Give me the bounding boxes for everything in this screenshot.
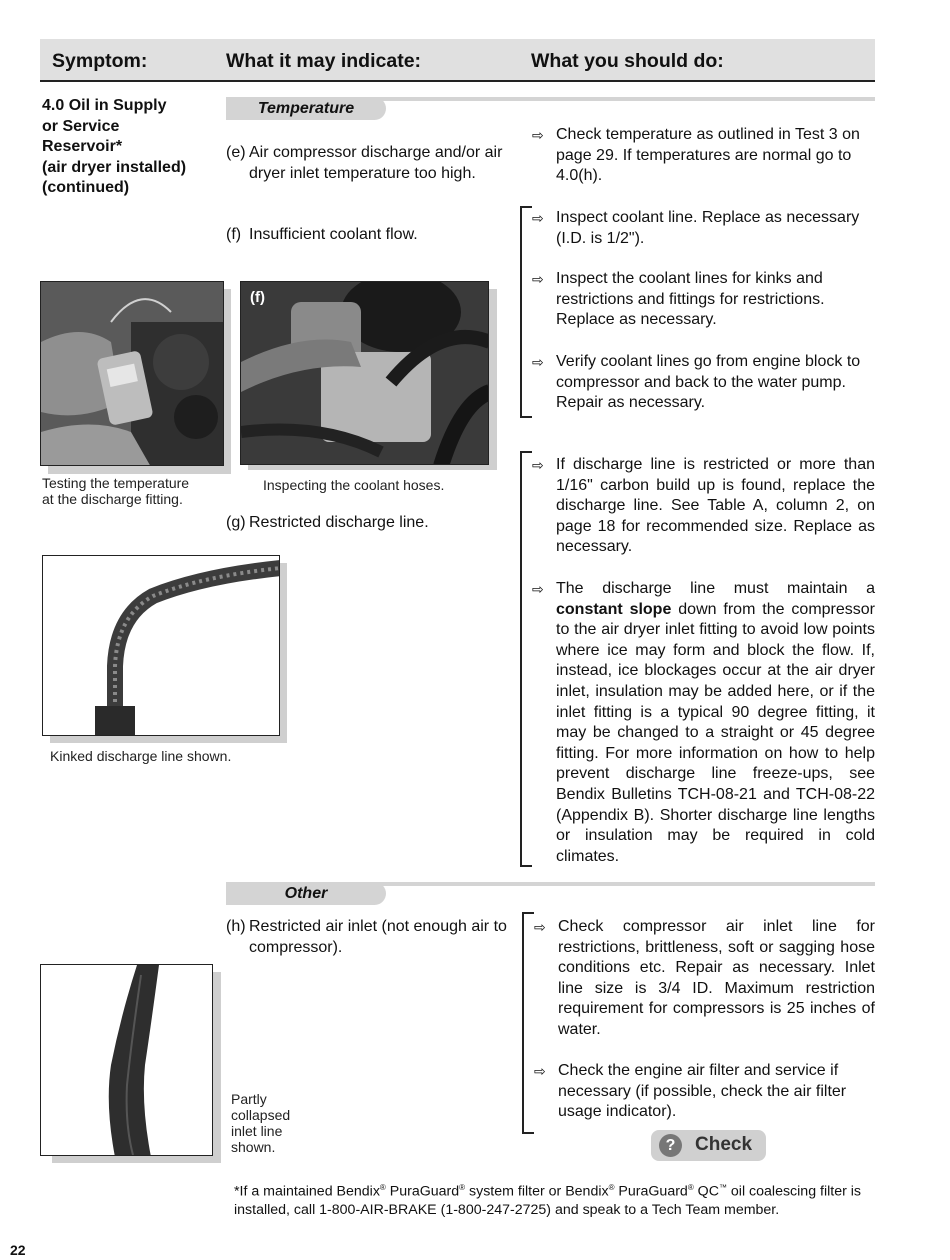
arrow-icon: ⇨ xyxy=(532,271,544,287)
section-label-temperature: Temperature xyxy=(226,97,386,120)
photo-collapsed-inlet xyxy=(40,964,213,1156)
caption-temperature: Testing the temperature at the discharge fitting. xyxy=(42,475,190,507)
header-symptom: Symptom: xyxy=(52,50,148,72)
photo-kinked-line xyxy=(42,555,280,736)
arrow-icon: ⇨ xyxy=(534,919,546,935)
action-inspect-kinks: ⇨ Inspect the coolant lines for kinks and restrictions and fittings for restrictions. Replace as necessary. xyxy=(532,270,825,329)
check-button[interactable] xyxy=(651,1130,766,1161)
check-button-label: Check xyxy=(695,1134,753,1155)
photo-temperature-illustration xyxy=(41,282,224,466)
action-inspect-coolant-line: ⇨ Inspect coolant line. Replace as necessary (I.D. is 1/2"). xyxy=(532,209,860,247)
action-check-temperature: ⇨ Check temperature as outlined in Test 3 on page 29. If temperatures are normal go to 4.0(h). xyxy=(532,126,860,185)
photo-kinked-illustration xyxy=(43,556,280,736)
caption-coolant: Inspecting the coolant hoses. xyxy=(263,477,445,493)
indication-g: (g) Restricted discharge line. xyxy=(226,514,429,531)
photo-f-label: (f) xyxy=(250,289,265,306)
caption-kinked: Kinked discharge line shown. xyxy=(50,748,232,764)
indication-e: (e) Air compressor discharge and/or air dryer inlet temperature too high. xyxy=(226,144,503,182)
arrow-icon: ⇨ xyxy=(534,1063,546,1079)
arrow-icon: ⇨ xyxy=(532,354,544,370)
bracket-inlet xyxy=(522,912,534,1134)
photo-coolant-hoses xyxy=(240,281,489,465)
photo-temperature-test xyxy=(40,281,224,466)
symptom-text: 4.0 Oil in Supply or Service Reservoir* (air dryer installed) (continued) xyxy=(42,97,187,196)
action-check-inlet-line: ⇨ Check compressor air inlet line for restrictions, brittleness, soft or sagging hose conditions etc. Repair as necessary. Inlet line size is 3/4 ID. Maximum restriction requirement for compressors is 25 inches of water. xyxy=(534,918,875,1038)
bracket-discharge xyxy=(520,451,532,867)
arrow-icon: ⇨ xyxy=(532,457,544,473)
arrow-icon: ⇨ xyxy=(532,210,544,226)
arrow-icon: ⇨ xyxy=(532,581,544,597)
photo-inlet-illustration xyxy=(41,965,213,1156)
table-header-bar xyxy=(40,39,875,82)
header-indicate: What it may indicate: xyxy=(226,50,422,72)
footnote: *If a maintained Bendix® PuraGuard® system filter or Bendix® PuraGuard® QC™ oil coalescing filter is installed, call 1-800-AIR-BRAKE (1-800-247-2725) and speak to a Tech Team member. xyxy=(234,1183,862,1219)
indication-f: (f) Insufficient coolant flow. xyxy=(226,226,418,243)
action-constant-slope: ⇨ The discharge line must maintain a constant slope down from the compressor to the air dryer inlet fitting to avoid low points where ice may form and block the flow. If, instead, ice blockages occur at the air dryer inlet, insulation may be added here, or if the inlet fitting is a typical 90 degree fitting, it may be changed to a straight or 45 degree fitting. For more information on how to help prevent discharge line freeze-ups, see Bendix Bulletins TCH-08-21 and TCH-08-22 (Appendix B). Shorter discharge line lengths or insulation may be required in cold climates. xyxy=(532,580,876,865)
bracket-coolant xyxy=(520,206,532,418)
arrow-icon: ⇨ xyxy=(532,127,544,143)
section-label-other: Other xyxy=(226,882,386,905)
header-action: What you should do: xyxy=(531,50,724,72)
page-number: 22 xyxy=(10,1242,26,1258)
question-icon: ? xyxy=(659,1134,682,1157)
caption-inlet: Partly collapsed inlet line shown. xyxy=(231,1091,291,1155)
action-verify-coolant-lines: ⇨ Verify coolant lines go from engine block to compressor and back to the water pump. Repair as necessary. xyxy=(532,353,861,412)
indication-h: (h) Restricted air inlet (not enough air to compressor). xyxy=(226,918,507,956)
photo-coolant-illustration xyxy=(241,282,489,465)
action-discharge-restricted: ⇨ If discharge line is restricted or more than 1/16" carbon build up is found, replace the discharge line. See Table A, column 2, on page 18 for recommended size. Replace as necessary. xyxy=(532,456,875,556)
action-check-air-filter: ⇨ Check the engine air filter and service if necessary (if possible, check the air filter usage indicator). xyxy=(534,1062,847,1121)
